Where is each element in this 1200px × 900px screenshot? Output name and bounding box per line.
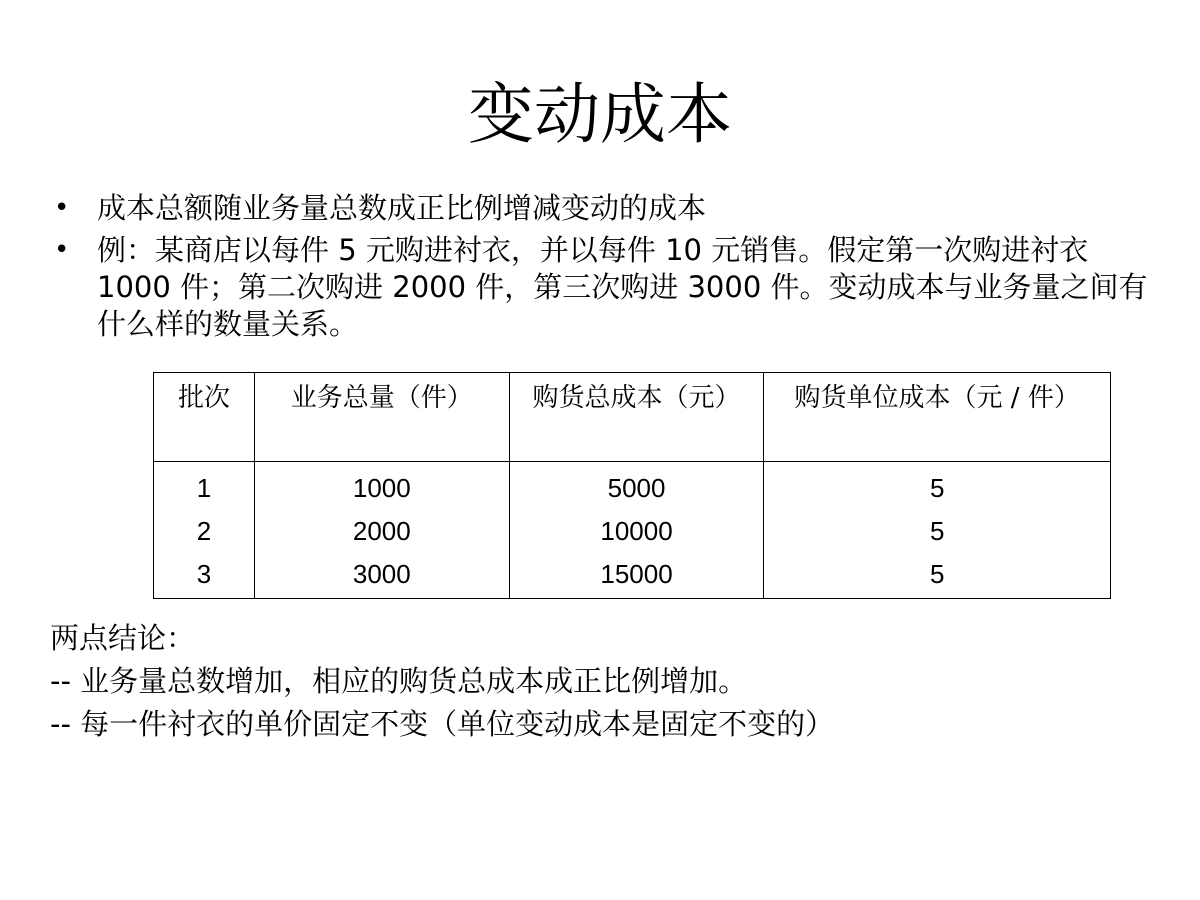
conclusions [50, 617, 1160, 746]
cost-table [153, 372, 1111, 599]
bullet-list [50, 190, 1160, 348]
cell-batch: 1 [154, 462, 255, 511]
table-row [154, 510, 1111, 553]
cell-batch: 2 [154, 510, 255, 553]
bullet-item [50, 190, 1160, 227]
table-row [154, 553, 1111, 599]
table-header-row [154, 373, 1111, 462]
conclusions-heading: 两点结论： [50, 621, 196, 655]
bullet-text: 成本总额随业务量总数成正比例增减变动的成本 [97, 191, 707, 225]
conclusion-line: -- 每一件衬衣的单价固定不变（单位变动成本是固定不变的） [50, 707, 835, 741]
cell-unit-cost: 5 [764, 553, 1111, 599]
header-unit-cost: 购货单位成本（元 / 件） [764, 373, 1111, 462]
cell-volume: 2000 [254, 510, 509, 553]
cell-unit-cost: 5 [764, 510, 1111, 553]
bullet-marker: • [54, 235, 70, 265]
bullet-text: 例：某商店以每件 5 元购进衬衣，并以每件 10 元销售。假定第一次购进衬衣 1000 件；第二次购进 2000 件，第三次购进 3000 件。变动成本与业务量之间有什么样的数量关系。 [97, 233, 1148, 341]
cell-volume: 3000 [254, 553, 509, 599]
bullet-item [50, 232, 1160, 343]
header-volume: 业务总量（件） [254, 373, 509, 462]
table-row [154, 462, 1111, 511]
cell-total-cost: 5000 [509, 462, 764, 511]
bullet-marker: • [54, 193, 70, 223]
cell-volume: 1000 [254, 462, 509, 511]
cell-total-cost: 15000 [509, 553, 764, 599]
cell-total-cost: 10000 [509, 510, 764, 553]
slide-title: 变动成本 [468, 76, 732, 153]
header-total-cost: 购货总成本（元） [509, 373, 764, 462]
header-batch: 批次 [154, 373, 255, 462]
conclusion-line: -- 业务量总数增加，相应的购货总成本成正比例增加。 [50, 664, 748, 698]
cell-unit-cost: 5 [764, 462, 1111, 511]
cell-batch: 3 [154, 553, 255, 599]
